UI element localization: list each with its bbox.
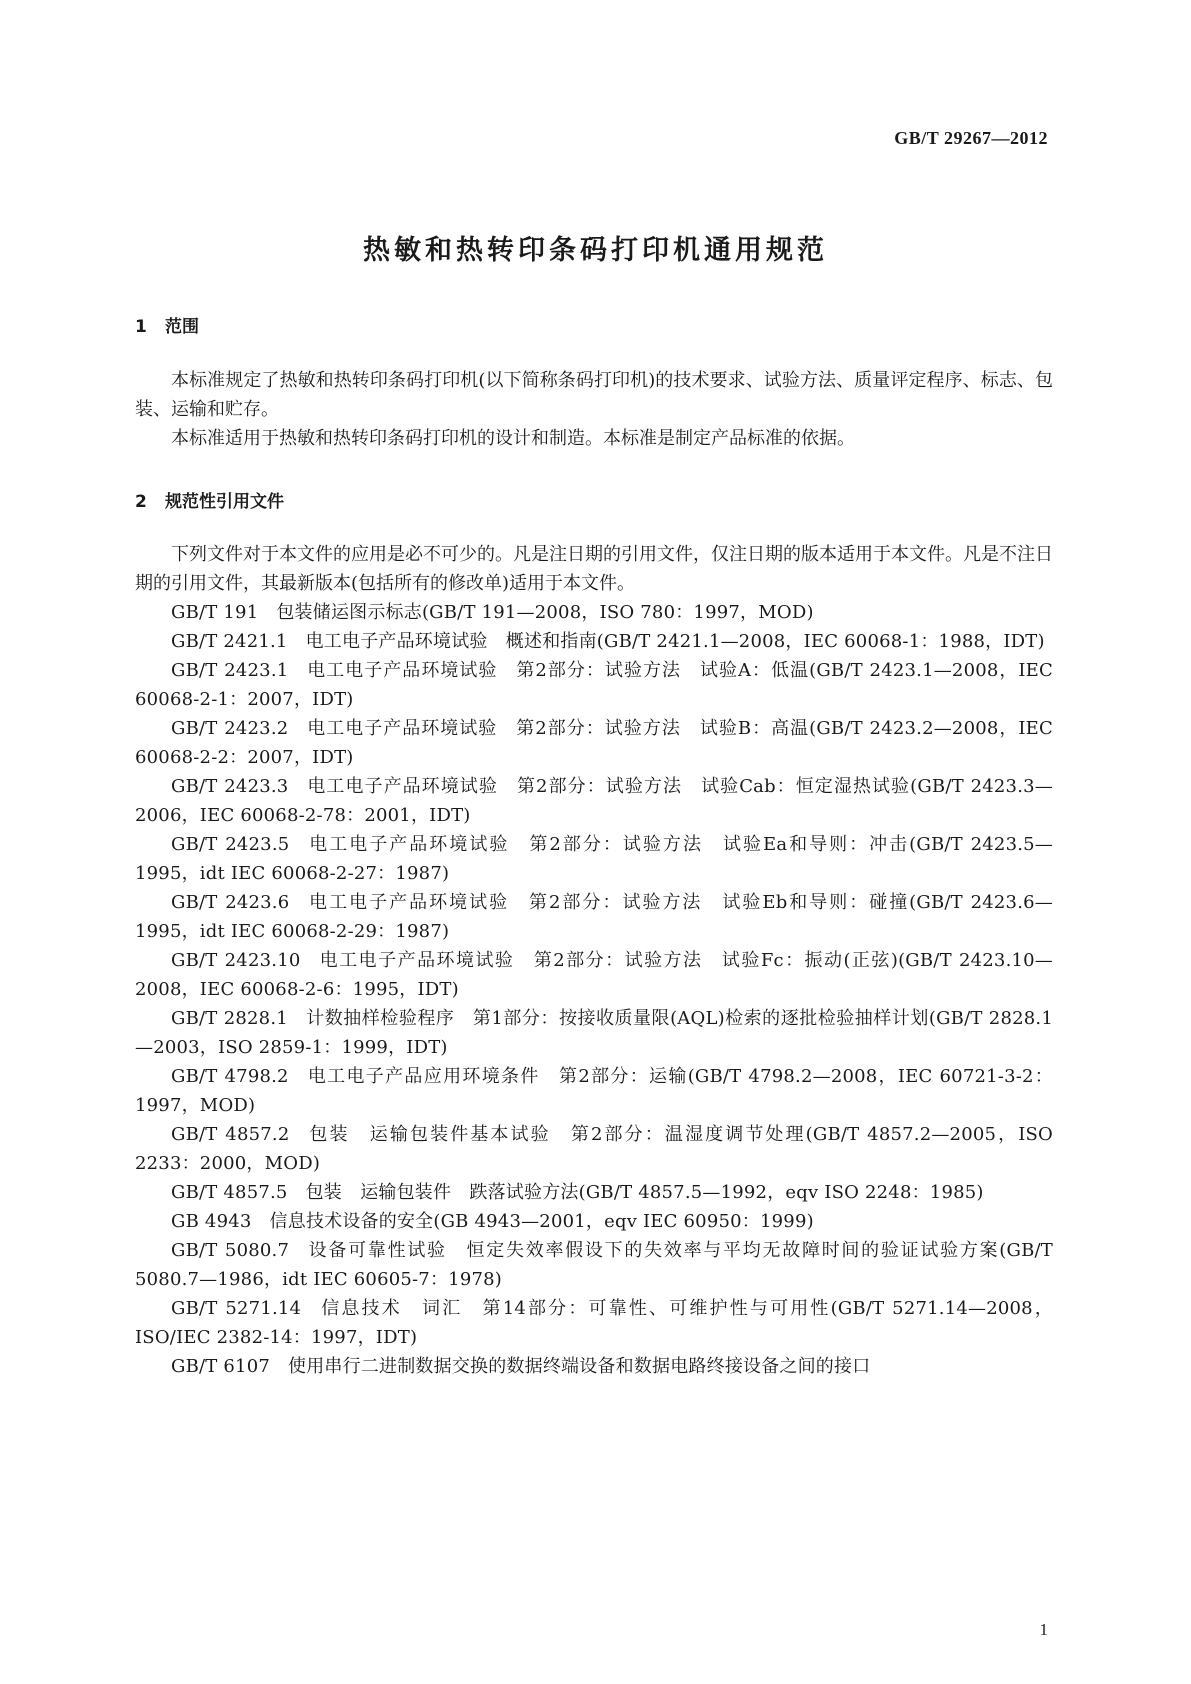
reference-text: 电工电子产品环境试验 第2部分：试验方法 试验Cab：恒定湿热试验(GB/T 2423.3—2006，IEC 60068-2-78：2001，IDT) <box>135 776 1053 826</box>
reference-item <box>135 1294 1053 1352</box>
reference-text: 信息技术设备的安全(GB 4943—2001，eqv IEC 60950：1999) <box>269 1211 814 1232</box>
reference-code: GB/T 191 <box>171 602 259 623</box>
reference-code: GB/T 5271.14 <box>171 1298 302 1319</box>
reference-code: GB/T 2421.1 <box>171 631 288 652</box>
reference-item <box>135 656 1053 714</box>
section-title: 规范性引用文件 <box>165 492 284 512</box>
reference-item <box>135 714 1053 772</box>
reference-text: 电工电子产品环境试验 第2部分：试验方法 试验Fc：振动(正弦)(GB/T 2423.10—2008，IEC 60068-2-6：1995，IDT) <box>135 950 1053 1000</box>
reference-text: 设备可靠性试验 恒定失效率假设下的失效率与平均无故障时间的验证试验方案(GB/T 5080.7—1986，idt IEC 60605-7：1978) <box>135 1240 1053 1290</box>
reference-item <box>135 598 1053 627</box>
reference-item <box>135 627 1053 656</box>
section-number: 2 <box>135 492 147 512</box>
reference-text: 电工电子产品环境试验 第2部分：试验方法 试验Eb和导则：碰撞(GB/T 2423.6—1995，idt IEC 60068-2-29：1987) <box>135 892 1053 942</box>
reference-text: 电工电子产品应用环境条件 第2部分：运输(GB/T 4798.2—2008，IEC 60721-3-2：1997，MOD) <box>135 1066 1053 1116</box>
reference-item <box>135 1120 1053 1178</box>
reference-code: GB/T 4798.2 <box>171 1066 289 1087</box>
reference-text: 电工电子产品环境试验 第2部分：试验方法 试验A：低温(GB/T 2423.1—2008，IEC 60068-2-1：2007，IDT) <box>135 660 1053 710</box>
reference-code: GB/T 4857.5 <box>171 1182 288 1203</box>
section-1-heading <box>135 312 199 337</box>
reference-text: 包装 运输包装件 跌落试验方法(GB/T 4857.5—1992，eqv ISO 2248：1985) <box>305 1182 984 1203</box>
reference-code: GB/T 2423.10 <box>171 950 301 971</box>
standard-number: GB/T 29267—2012 <box>894 128 1048 148</box>
reference-item <box>135 946 1053 1004</box>
reference-text: 包装储运图示标志(GB/T 191—2008，ISO 780：1997，MOD) <box>276 602 814 623</box>
reference-item <box>135 1004 1053 1062</box>
section-1-body <box>135 366 1053 453</box>
reference-item <box>135 1207 1053 1236</box>
page-number: 1 <box>1039 1620 1048 1639</box>
section-2-heading <box>135 487 284 512</box>
reference-code: GB/T 2423.2 <box>171 718 289 739</box>
reference-code: GB/T 2423.1 <box>171 660 289 681</box>
reference-text: 信息技术 词汇 第14部分：可靠性、可维护性与可用性(GB/T 5271.14—2008，ISO/IEC 2382-14：1997，IDT) <box>135 1298 1053 1348</box>
reference-item <box>135 1236 1053 1294</box>
reference-text: 电工电子产品环境试验 第2部分：试验方法 试验B：高温(GB/T 2423.2—2008，IEC 60068-2-2：2007，IDT) <box>135 718 1053 768</box>
reference-text: 电工电子产品环境试验 第2部分：试验方法 试验Ea和导则：冲击(GB/T 2423.5—1995，idt IEC 60068-2-27：1987) <box>135 834 1053 884</box>
section-2-body <box>135 540 1053 1381</box>
reference-code: GB/T 6107 <box>171 1356 271 1377</box>
reference-item <box>135 772 1053 830</box>
reference-text: 使用串行二进制数据交换的数据终端设备和数据电路终接设备之间的接口 <box>288 1356 871 1377</box>
reference-code: GB/T 2423.5 <box>171 834 290 855</box>
reference-item <box>135 1352 1053 1381</box>
section-title: 范围 <box>165 317 199 337</box>
reference-code: GB/T 2423.6 <box>171 892 290 913</box>
reference-code: GB/T 5080.7 <box>171 1240 290 1261</box>
paragraph: 本标准规定了热敏和热转印条码打印机(以下简称条码打印机)的技术要求、试验方法、质量评定程序、标志、包装、运输和贮存。 <box>135 370 1053 420</box>
reference-text: 电工电子产品环境试验 概述和指南(GB/T 2421.1—2008，IEC 60068-1：1988，IDT) <box>305 631 1045 652</box>
document-title: 热敏和热转印条码打印机通用规范 <box>363 235 828 266</box>
section-number: 1 <box>135 317 147 337</box>
reference-item <box>135 830 1053 888</box>
reference-code: GB/T 2423.3 <box>171 776 289 797</box>
reference-text: 包装 运输包装件基本试验 第2部分：温湿度调节处理(GB/T 4857.2—2005，ISO 2233：2000，MOD) <box>135 1124 1053 1174</box>
reference-item <box>135 1178 1053 1207</box>
reference-code: GB 4943 <box>171 1211 252 1232</box>
reference-item <box>135 888 1053 946</box>
paragraph: 下列文件对于本文件的应用是必不可少的。凡是注日期的引用文件，仅注日期的版本适用于本文件。凡是不注日期的引用文件，其最新版本(包括所有的修改单)适用于本文件。 <box>135 544 1053 594</box>
reference-text: 计数抽样检验程序 第1部分：按接收质量限(AQL)检索的逐批检验抽样计划(GB/T 2828.1—2003，ISO 2859-1：1999，IDT) <box>135 1008 1053 1058</box>
paragraph: 本标准适用于热敏和热转印条码打印机的设计和制造。本标准是制定产品标准的依据。 <box>171 428 855 449</box>
reference-item <box>135 1062 1053 1120</box>
reference-code: GB/T 4857.2 <box>171 1124 290 1145</box>
reference-code: GB/T 2828.1 <box>171 1008 288 1029</box>
